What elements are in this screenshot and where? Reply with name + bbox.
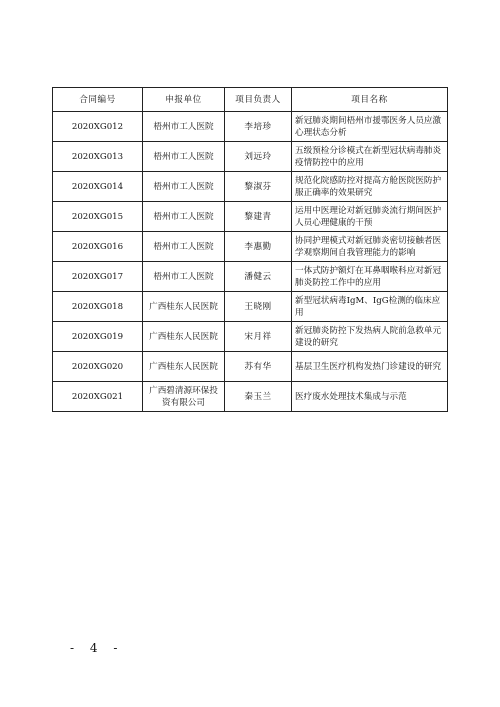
applicant-unit-cell: 广西桂东人民医院 xyxy=(143,292,225,322)
table-row xyxy=(53,262,448,292)
project-name-cell: 协同护理模式对新冠肺炎密切接触者医学观察期间自我管理能力的影响 xyxy=(292,232,448,262)
applicant-unit-cell: 广西碧清源环保投资有限公司 xyxy=(143,382,225,412)
project-name-cell: 一体式防护额灯在耳鼻咽喉科应对新冠肺炎防控工作中的应用 xyxy=(292,262,448,292)
project-table xyxy=(52,87,448,412)
table-row xyxy=(53,322,448,352)
contract-no-cell: 2020XG021 xyxy=(53,382,143,412)
applicant-unit-cell: 梧州市工人医院 xyxy=(143,172,225,202)
page-number: - 4 - xyxy=(70,641,124,655)
project-name-cell: 新型冠状病毒IgM、IgG检测的临床应用 xyxy=(292,292,448,322)
project-name-cell: 新冠肺炎防控下发热病人院前急救单元建设的研究 xyxy=(292,322,448,352)
contract-no-cell: 2020XG014 xyxy=(53,172,143,202)
table-row xyxy=(53,142,448,172)
table-header-row xyxy=(53,88,448,112)
header-project-name: 项目名称 xyxy=(292,88,448,112)
applicant-unit-cell: 梧州市工人医院 xyxy=(143,142,225,172)
header-project-leader: 项目负责人 xyxy=(225,88,292,112)
table-row xyxy=(53,352,448,382)
project-name-cell: 运用中医理论对新冠肺炎流行期间医护人员心理健康的干预 xyxy=(292,202,448,232)
applicant-unit-cell: 梧州市工人医院 xyxy=(143,202,225,232)
contract-no-cell: 2020XG013 xyxy=(53,142,143,172)
project-leader-cell: 潘健云 xyxy=(225,262,292,292)
project-leader-cell: 苏有华 xyxy=(225,352,292,382)
project-name-cell: 五级预检分诊模式在新型冠状病毒肺炎疫情防控中的应用 xyxy=(292,142,448,172)
project-leader-cell: 李惠勤 xyxy=(225,232,292,262)
table-row xyxy=(53,202,448,232)
table-row xyxy=(53,112,448,142)
contract-no-cell: 2020XG019 xyxy=(53,322,143,352)
table-row xyxy=(53,232,448,262)
applicant-unit-cell: 梧州市工人医院 xyxy=(143,262,225,292)
project-name-cell: 新冠肺炎期间梧州市援鄂医务人员应激心理状态分析 xyxy=(292,112,448,142)
project-leader-cell: 黎淑芬 xyxy=(225,172,292,202)
project-name-cell: 基层卫生医疗机构发热门诊建设的研究 xyxy=(292,352,448,382)
table-row xyxy=(53,292,448,322)
applicant-unit-cell: 梧州市工人医院 xyxy=(143,232,225,262)
project-leader-cell: 刘远玲 xyxy=(225,142,292,172)
header-applicant-unit: 申报单位 xyxy=(143,88,225,112)
applicant-unit-cell: 广西桂东人民医院 xyxy=(143,322,225,352)
applicant-unit-cell: 广西桂东人民医院 xyxy=(143,352,225,382)
project-name-cell: 医疗废水处理技术集成与示范 xyxy=(292,382,448,412)
contract-no-cell: 2020XG020 xyxy=(53,352,143,382)
contract-no-cell: 2020XG016 xyxy=(53,232,143,262)
table-row xyxy=(53,172,448,202)
table-row xyxy=(53,382,448,412)
contract-no-cell: 2020XG015 xyxy=(53,202,143,232)
project-name-cell: 规范化院感防控对提高方舱医院医防护服正确率的效果研究 xyxy=(292,172,448,202)
project-leader-cell: 宋月祥 xyxy=(225,322,292,352)
project-leader-cell: 李培珍 xyxy=(225,112,292,142)
contract-no-cell: 2020XG018 xyxy=(53,292,143,322)
project-leader-cell: 黎建青 xyxy=(225,202,292,232)
header-contract-no: 合同编号 xyxy=(53,88,143,112)
contract-no-cell: 2020XG012 xyxy=(53,112,143,142)
project-leader-cell: 王晓刚 xyxy=(225,292,292,322)
contract-no-cell: 2020XG017 xyxy=(53,262,143,292)
applicant-unit-cell: 梧州市工人医院 xyxy=(143,112,225,142)
project-leader-cell: 秦玉兰 xyxy=(225,382,292,412)
